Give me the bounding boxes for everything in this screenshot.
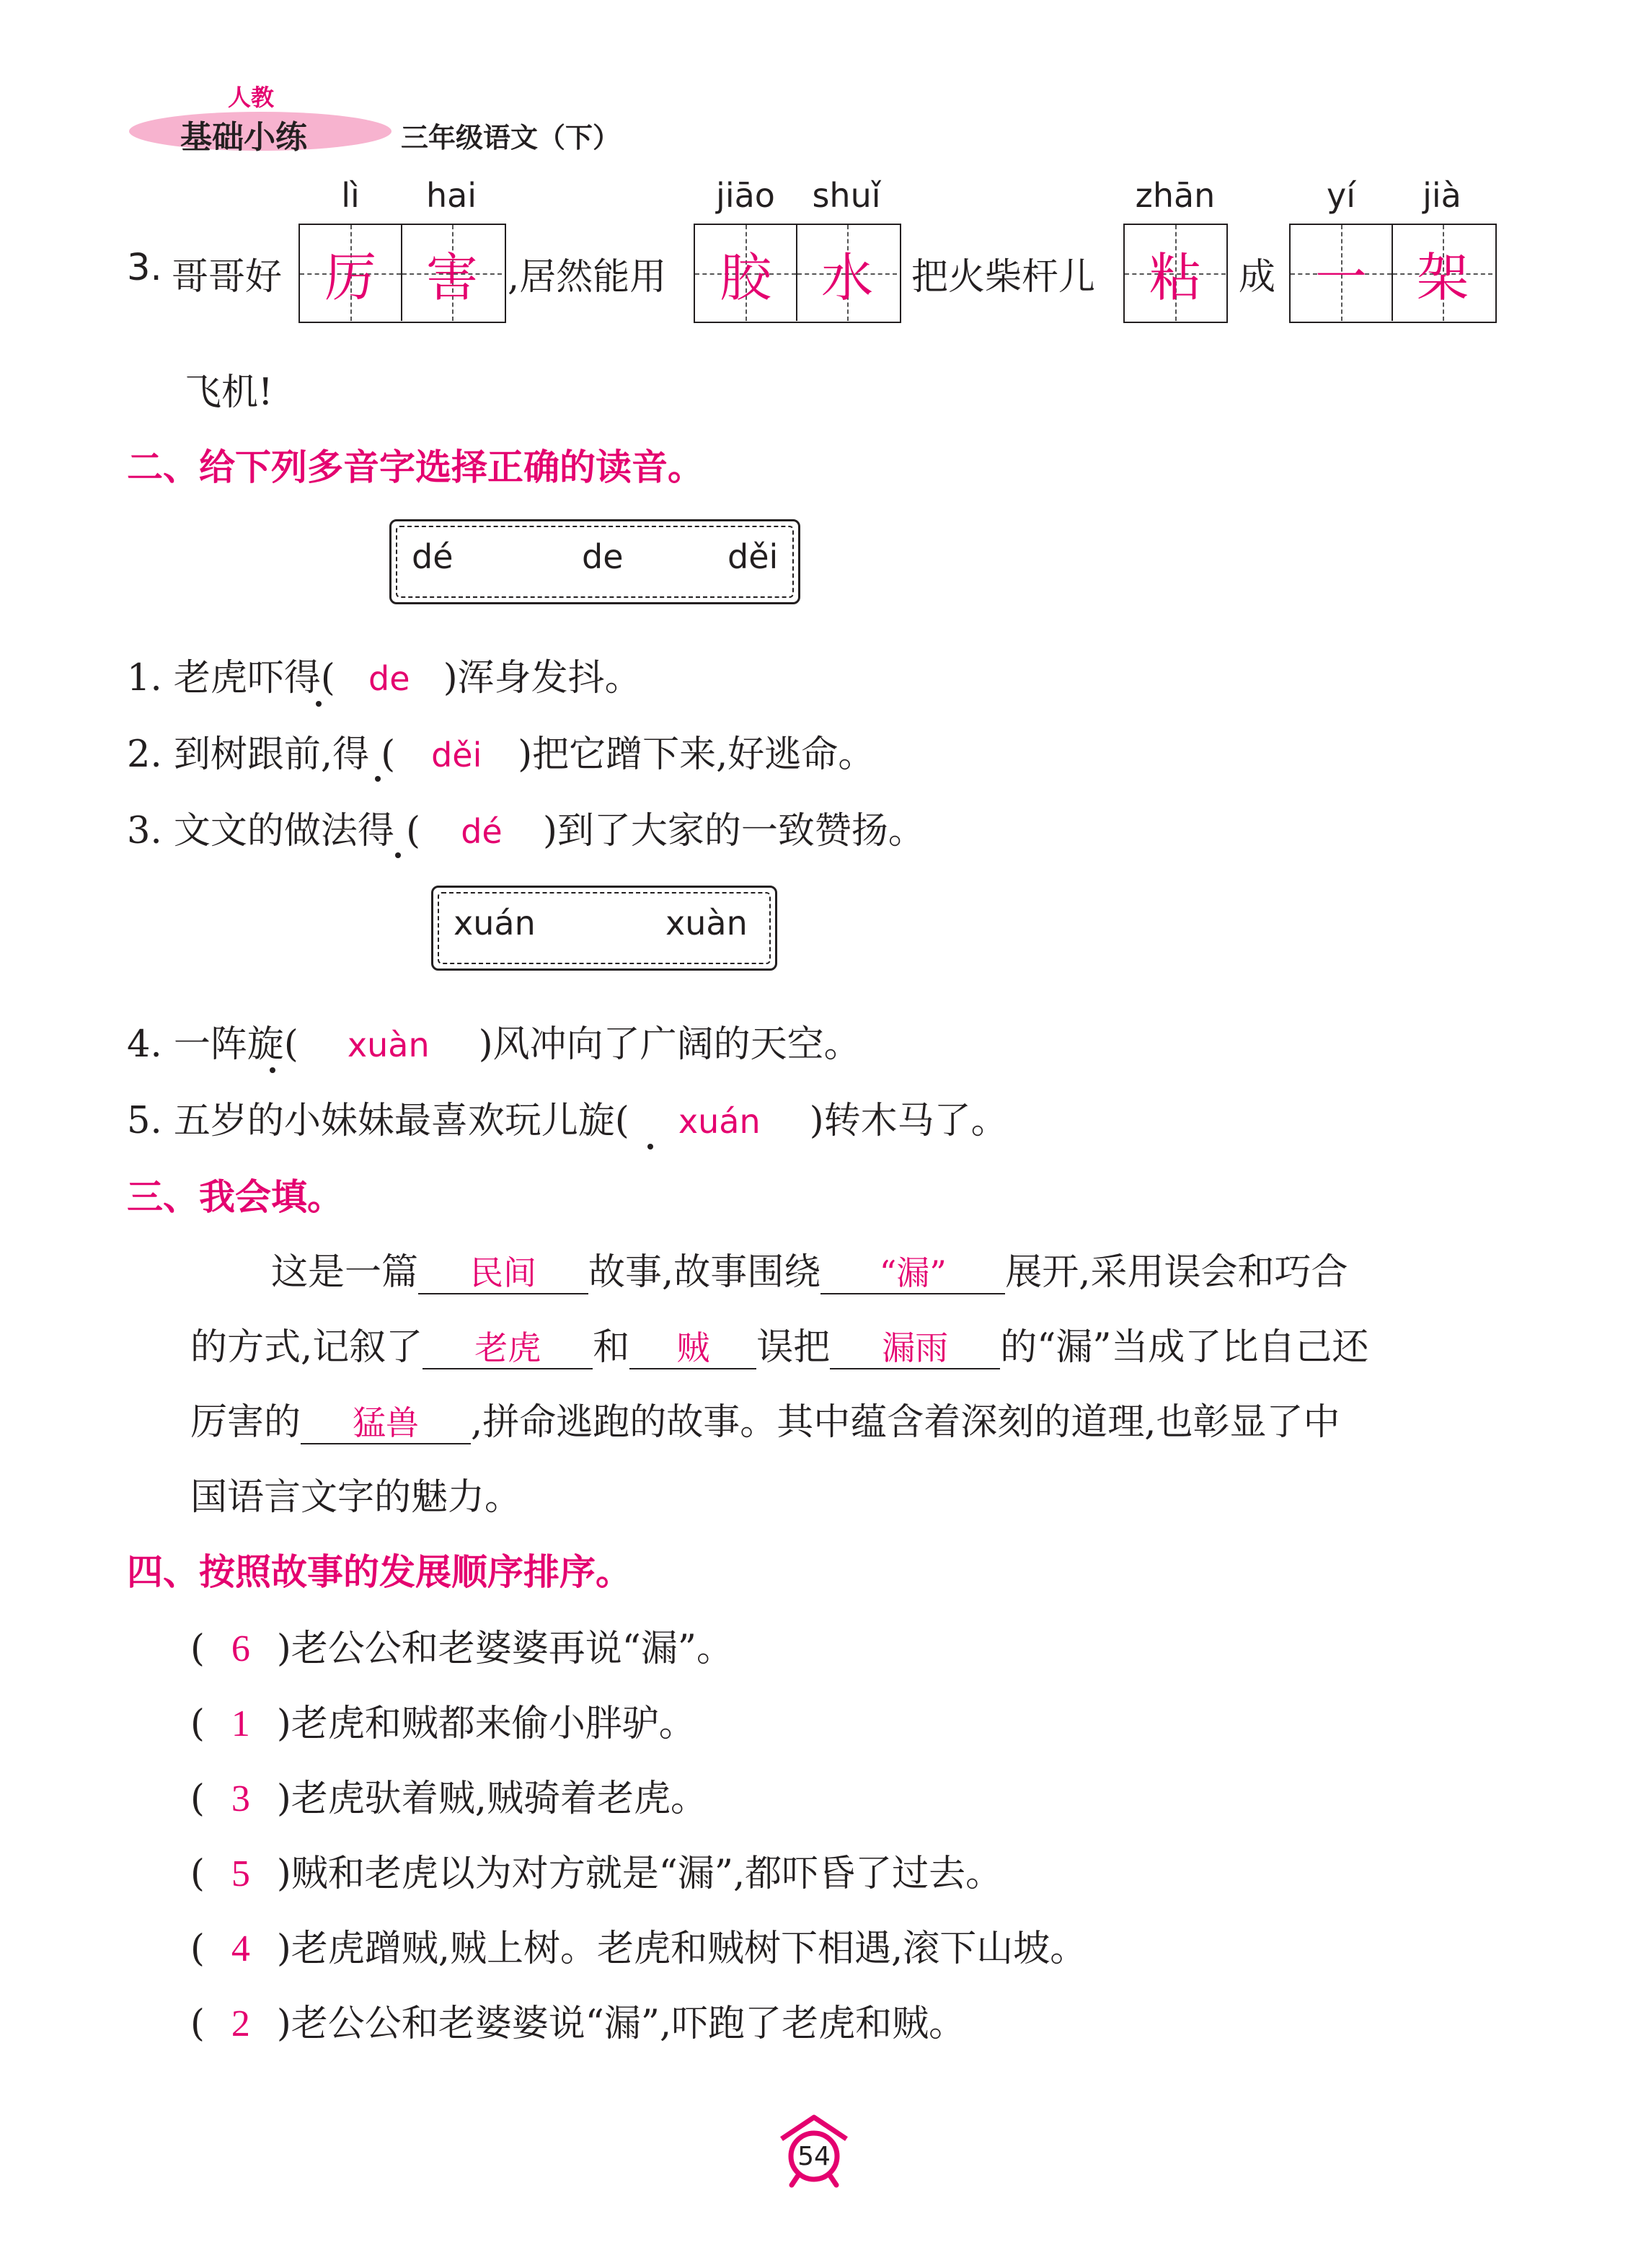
grid-cell: [695, 225, 796, 321]
grid-cell: [1291, 225, 1392, 321]
char-grid-2: [694, 224, 901, 323]
order-item: [190, 1843, 1002, 1897]
answer-char: 胶: [719, 247, 771, 308]
item-text: )贼和老虎以为对方就是“漏”,都吓昏了过去。: [276, 1853, 1003, 1895]
text: 故事,故事围绕: [588, 1251, 821, 1294]
open-paren: (: [190, 1928, 205, 1970]
q3-number: 3.: [127, 247, 162, 289]
answer: xuán: [678, 1102, 761, 1141]
fill-blank: 漏雨: [830, 1328, 1000, 1369]
fill-blank: 老虎: [423, 1328, 593, 1369]
s2-item-3: [127, 800, 925, 854]
answer-char: 架: [1416, 247, 1469, 308]
text: 的方式,记叙了: [190, 1326, 423, 1369]
item-prefix: 2. 到树跟前,得 (: [127, 733, 396, 776]
section3-title: 三、我会填。: [127, 1176, 343, 1218]
text: 这是一篇: [271, 1251, 419, 1294]
header-series: 基础小练: [180, 119, 307, 156]
order-number: 3: [231, 1778, 250, 1819]
header-subject: 三年级语文（下）: [401, 122, 621, 154]
item-suffix: )到了大家的一致赞扬。: [542, 810, 925, 852]
item-text: )老虎蹭贼,贼上树。老虎和贼树下相遇,滚下山坡。: [276, 1928, 1087, 1970]
answer-char: 一: [1314, 247, 1367, 308]
header-publisher: 人教: [228, 84, 275, 111]
emphasis-dot: [316, 701, 322, 707]
s3-line-3: [190, 1392, 1340, 1445]
item-text: )老公公和老婆婆再说“漏”。: [276, 1628, 733, 1670]
answer-char: 害: [425, 247, 478, 308]
item-suffix: )转木马了。: [809, 1100, 1008, 1142]
options-box-2: [431, 886, 777, 971]
item-suffix: )风冲向了广阔的天空。: [478, 1023, 861, 1066]
open-paren: (: [190, 1628, 205, 1670]
s2-item-5: [127, 1090, 1008, 1144]
option: dé: [412, 537, 454, 576]
options-box-1: [389, 519, 800, 604]
fill-blank: 贼: [629, 1328, 756, 1369]
option: xuàn: [665, 904, 748, 943]
option: xuán: [454, 904, 536, 943]
char-grid-3: [1123, 224, 1228, 323]
s3-line-4: 国语言文字的魅力。: [190, 1476, 522, 1519]
item-text: )老公公和老婆婆说“漏”,吓跑了老虎和贼。: [276, 2003, 966, 2045]
fill-blank: “漏”: [820, 1253, 1005, 1294]
q3-text-2: ,居然能用: [508, 256, 667, 299]
answer: xuàn: [347, 1025, 430, 1064]
answer: dé: [461, 812, 503, 851]
item-suffix: )把它蹭下来,好逃命。: [518, 733, 875, 776]
order-number: 4: [231, 1928, 250, 1969]
q3-text-5: 飞机!: [185, 371, 273, 414]
char-grid-1: [298, 224, 506, 323]
text: 的“漏”当成了比自己还: [1000, 1326, 1369, 1369]
fill-blank: 猛兽: [301, 1403, 471, 1444]
text: ,拼命逃跑的故事。其中蕴含着深刻的道理,也彰显了中: [471, 1401, 1340, 1444]
order-item: [190, 1993, 965, 2047]
s2-item-1: [127, 648, 642, 701]
item-prefix: 5. 五岁的小妹妹最喜欢玩儿旋(: [127, 1100, 629, 1142]
q3-text-3: 把火柴杆儿: [911, 256, 1096, 299]
pinyin-1: lì: [341, 176, 360, 215]
option: děi: [727, 537, 779, 576]
answer-char: 水: [820, 247, 873, 308]
order-item: [190, 1918, 1087, 1972]
section2-title: 二、给下列多音字选择正确的读音。: [127, 446, 704, 488]
s3-line-2: [190, 1317, 1368, 1370]
item-prefix: 3. 文文的做法得 (: [127, 810, 420, 852]
emphasis-dot: [647, 1144, 653, 1150]
q3-text-1: 哥哥好: [172, 256, 283, 299]
grid-cell: [401, 225, 502, 321]
item-prefix: 1. 老虎吓得(: [127, 657, 335, 700]
pinyin-2: hai: [425, 176, 477, 215]
order-item: [190, 1693, 696, 1747]
open-paren: (: [190, 1853, 205, 1895]
open-paren: (: [190, 2003, 205, 2045]
char-grid-4: [1289, 224, 1497, 323]
s2-item-2: [127, 724, 875, 777]
grid-cell: [796, 225, 897, 321]
pinyin-4: shuǐ: [812, 176, 881, 215]
text: 和: [593, 1326, 630, 1369]
item-suffix: )浑身发抖。: [443, 657, 642, 700]
option: de: [582, 537, 624, 576]
text: 厉害的: [190, 1401, 301, 1444]
page-number-badge: [774, 2112, 854, 2191]
fill-blank: 民间: [418, 1253, 588, 1294]
item-text: )老虎和贼都来偷小胖驴。: [276, 1703, 696, 1745]
order-item: [190, 1618, 733, 1672]
answer-char: 粘: [1149, 247, 1201, 308]
open-paren: (: [190, 1778, 205, 1820]
s3-line-1: [271, 1242, 1348, 1295]
answer: de: [368, 659, 410, 698]
order-number: 2: [231, 2003, 250, 2044]
emphasis-dot: [395, 852, 401, 858]
pinyin-3: jiāo: [716, 176, 775, 215]
pinyin-7: jià: [1423, 176, 1461, 215]
emphasis-dot: [270, 1067, 275, 1073]
item-prefix: 4. 一阵旋(: [127, 1023, 298, 1066]
page-number: 54: [797, 2142, 831, 2171]
answer: děi: [431, 736, 482, 775]
open-paren: (: [190, 1703, 205, 1745]
text: 误把: [756, 1326, 831, 1369]
pinyin-6: yí: [1326, 176, 1355, 215]
emphasis-dot: [375, 776, 381, 782]
section4-title: 四、按照故事的发展顺序排序。: [127, 1551, 632, 1593]
answer-char: 厉: [324, 247, 376, 308]
text: 展开,采用误会和巧合: [1005, 1251, 1348, 1294]
pinyin-5: zhān: [1135, 176, 1216, 215]
grid-cell: [300, 225, 401, 321]
order-item: [190, 1768, 707, 1822]
item-text: )老虎驮着贼,贼骑着老虎。: [276, 1778, 708, 1820]
q3-text-4: 成: [1239, 256, 1276, 299]
order-number: 1: [231, 1703, 250, 1744]
order-number: 5: [231, 1853, 250, 1894]
grid-cell: [1125, 225, 1226, 321]
order-number: 6: [231, 1628, 250, 1669]
s2-item-4: [127, 1014, 861, 1067]
grid-cell: [1392, 225, 1492, 321]
